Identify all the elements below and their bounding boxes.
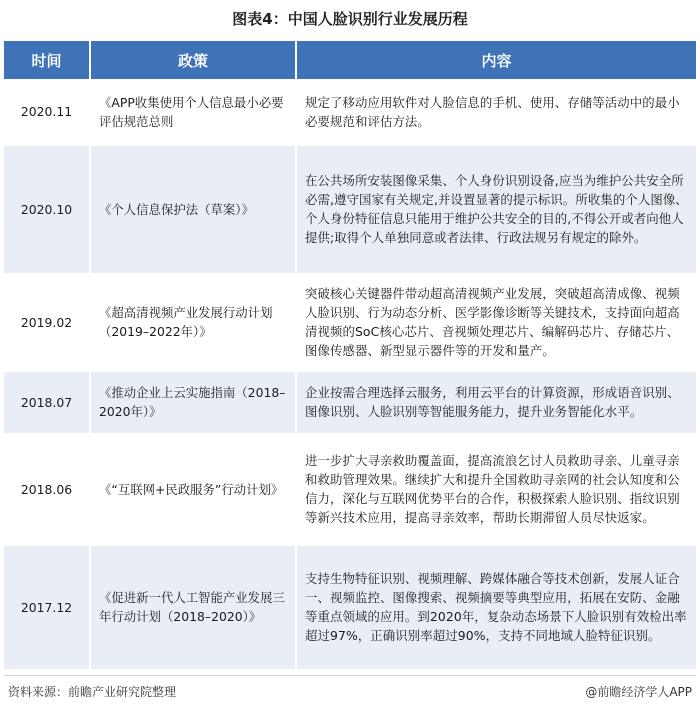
row-time: 2020.11 <box>4 79 90 145</box>
source-note: 资料来源：前瞻产业研究院整理 <box>8 685 177 699</box>
row-content: 企业按需合理选择云服务，利用云平台的计算资源，形成语音识别、图像识别、人脸识别等智能服务能力，提升业务智能化水平。 <box>296 371 696 433</box>
table-row <box>4 545 696 669</box>
table-row <box>4 371 696 433</box>
table-row <box>4 145 696 273</box>
row-policy: 《超高清视频产业发展行动计划（2019–2022年）》 <box>90 273 296 371</box>
table-row <box>4 79 696 145</box>
brand-credit: @前瞻经济学人APP <box>585 685 692 699</box>
row-content: 支持生物特征识别、视频理解、跨媒体融合等技术创新，发展人证合一、视频监控、图像搜索、视频摘要等典型应用，拓展在安防、金融等重点领域的应用。到2020年，复杂动态场景下人脸识别有效检出率超过97%，正确识别率超过90%，支持不同地域人脸特征识别。 <box>296 545 696 669</box>
row-content: 突破核心关键器件带动超高清视频产业发展，突破超高清成像、视频人脸识别、行为动态分析、医学影像诊断等关键技术，支持面向超高清视频的SoC核心芯片、音视频处理芯片、编解码芯片、存储芯片、图像传感器、新型显示器件等的开发和量产。 <box>296 273 696 371</box>
table-header-row <box>4 41 696 79</box>
table-row <box>4 433 696 545</box>
row-policy: 《个人信息保护法（草案）》 <box>90 145 296 273</box>
column-header-policy: 政策 <box>90 41 296 79</box>
row-policy: 《促进新一代人工智能产业发展三年行动计划（2018–2020）》 <box>90 545 296 669</box>
row-time: 2019.02 <box>4 273 90 371</box>
column-header-content: 内容 <box>296 41 696 79</box>
column-header-time: 时间 <box>4 41 90 79</box>
row-policy: 《推动企业上云实施指南（2018–2020年）》 <box>90 371 296 433</box>
row-policy: 《APP收集使用个人信息最小必要评估规范总则 <box>90 79 296 145</box>
row-content: 规定了移动应用软件对人脸信息的手机、使用、存储等活动中的最小必要规范和评估方法。 <box>296 79 696 145</box>
row-time: 2017.12 <box>4 545 90 669</box>
page-title: 图表4：中国人脸识别行业发展历程 <box>232 10 468 28</box>
row-content: 进一步扩大寻亲救助覆盖面，提高流浪乞讨人员救助寻亲、儿童寻亲和救助管理效果。继续扩大和提升全国救助寻亲网的社会认知度和公信力，深化与互联网优势平台的合作，积极探索人脸识别、指纹识别等新兴技术应用，提高寻亲效率，帮助长期滞留人员尽快返家。 <box>296 433 696 545</box>
table-row <box>4 273 696 371</box>
row-policy: 《“互联网+民政服务”行动计划》 <box>90 433 296 545</box>
row-time: 2018.06 <box>4 433 90 545</box>
row-content: 在公共场所安装图像采集、个人身份识别设备,应当为维护公共安全所必需,遵守国家有关规定,并设置显著的提示标识。所收集的个人图像、个人身份特征信息只能用于维护公共安全的目的,不得公开或者向他人提供;取得个人单独同意或者法律、行政法规另有规定的除外。 <box>296 145 696 273</box>
row-time: 2018.07 <box>4 371 90 433</box>
footer-divider <box>4 675 696 676</box>
policy-table <box>4 41 696 670</box>
row-time: 2020.10 <box>4 145 90 273</box>
